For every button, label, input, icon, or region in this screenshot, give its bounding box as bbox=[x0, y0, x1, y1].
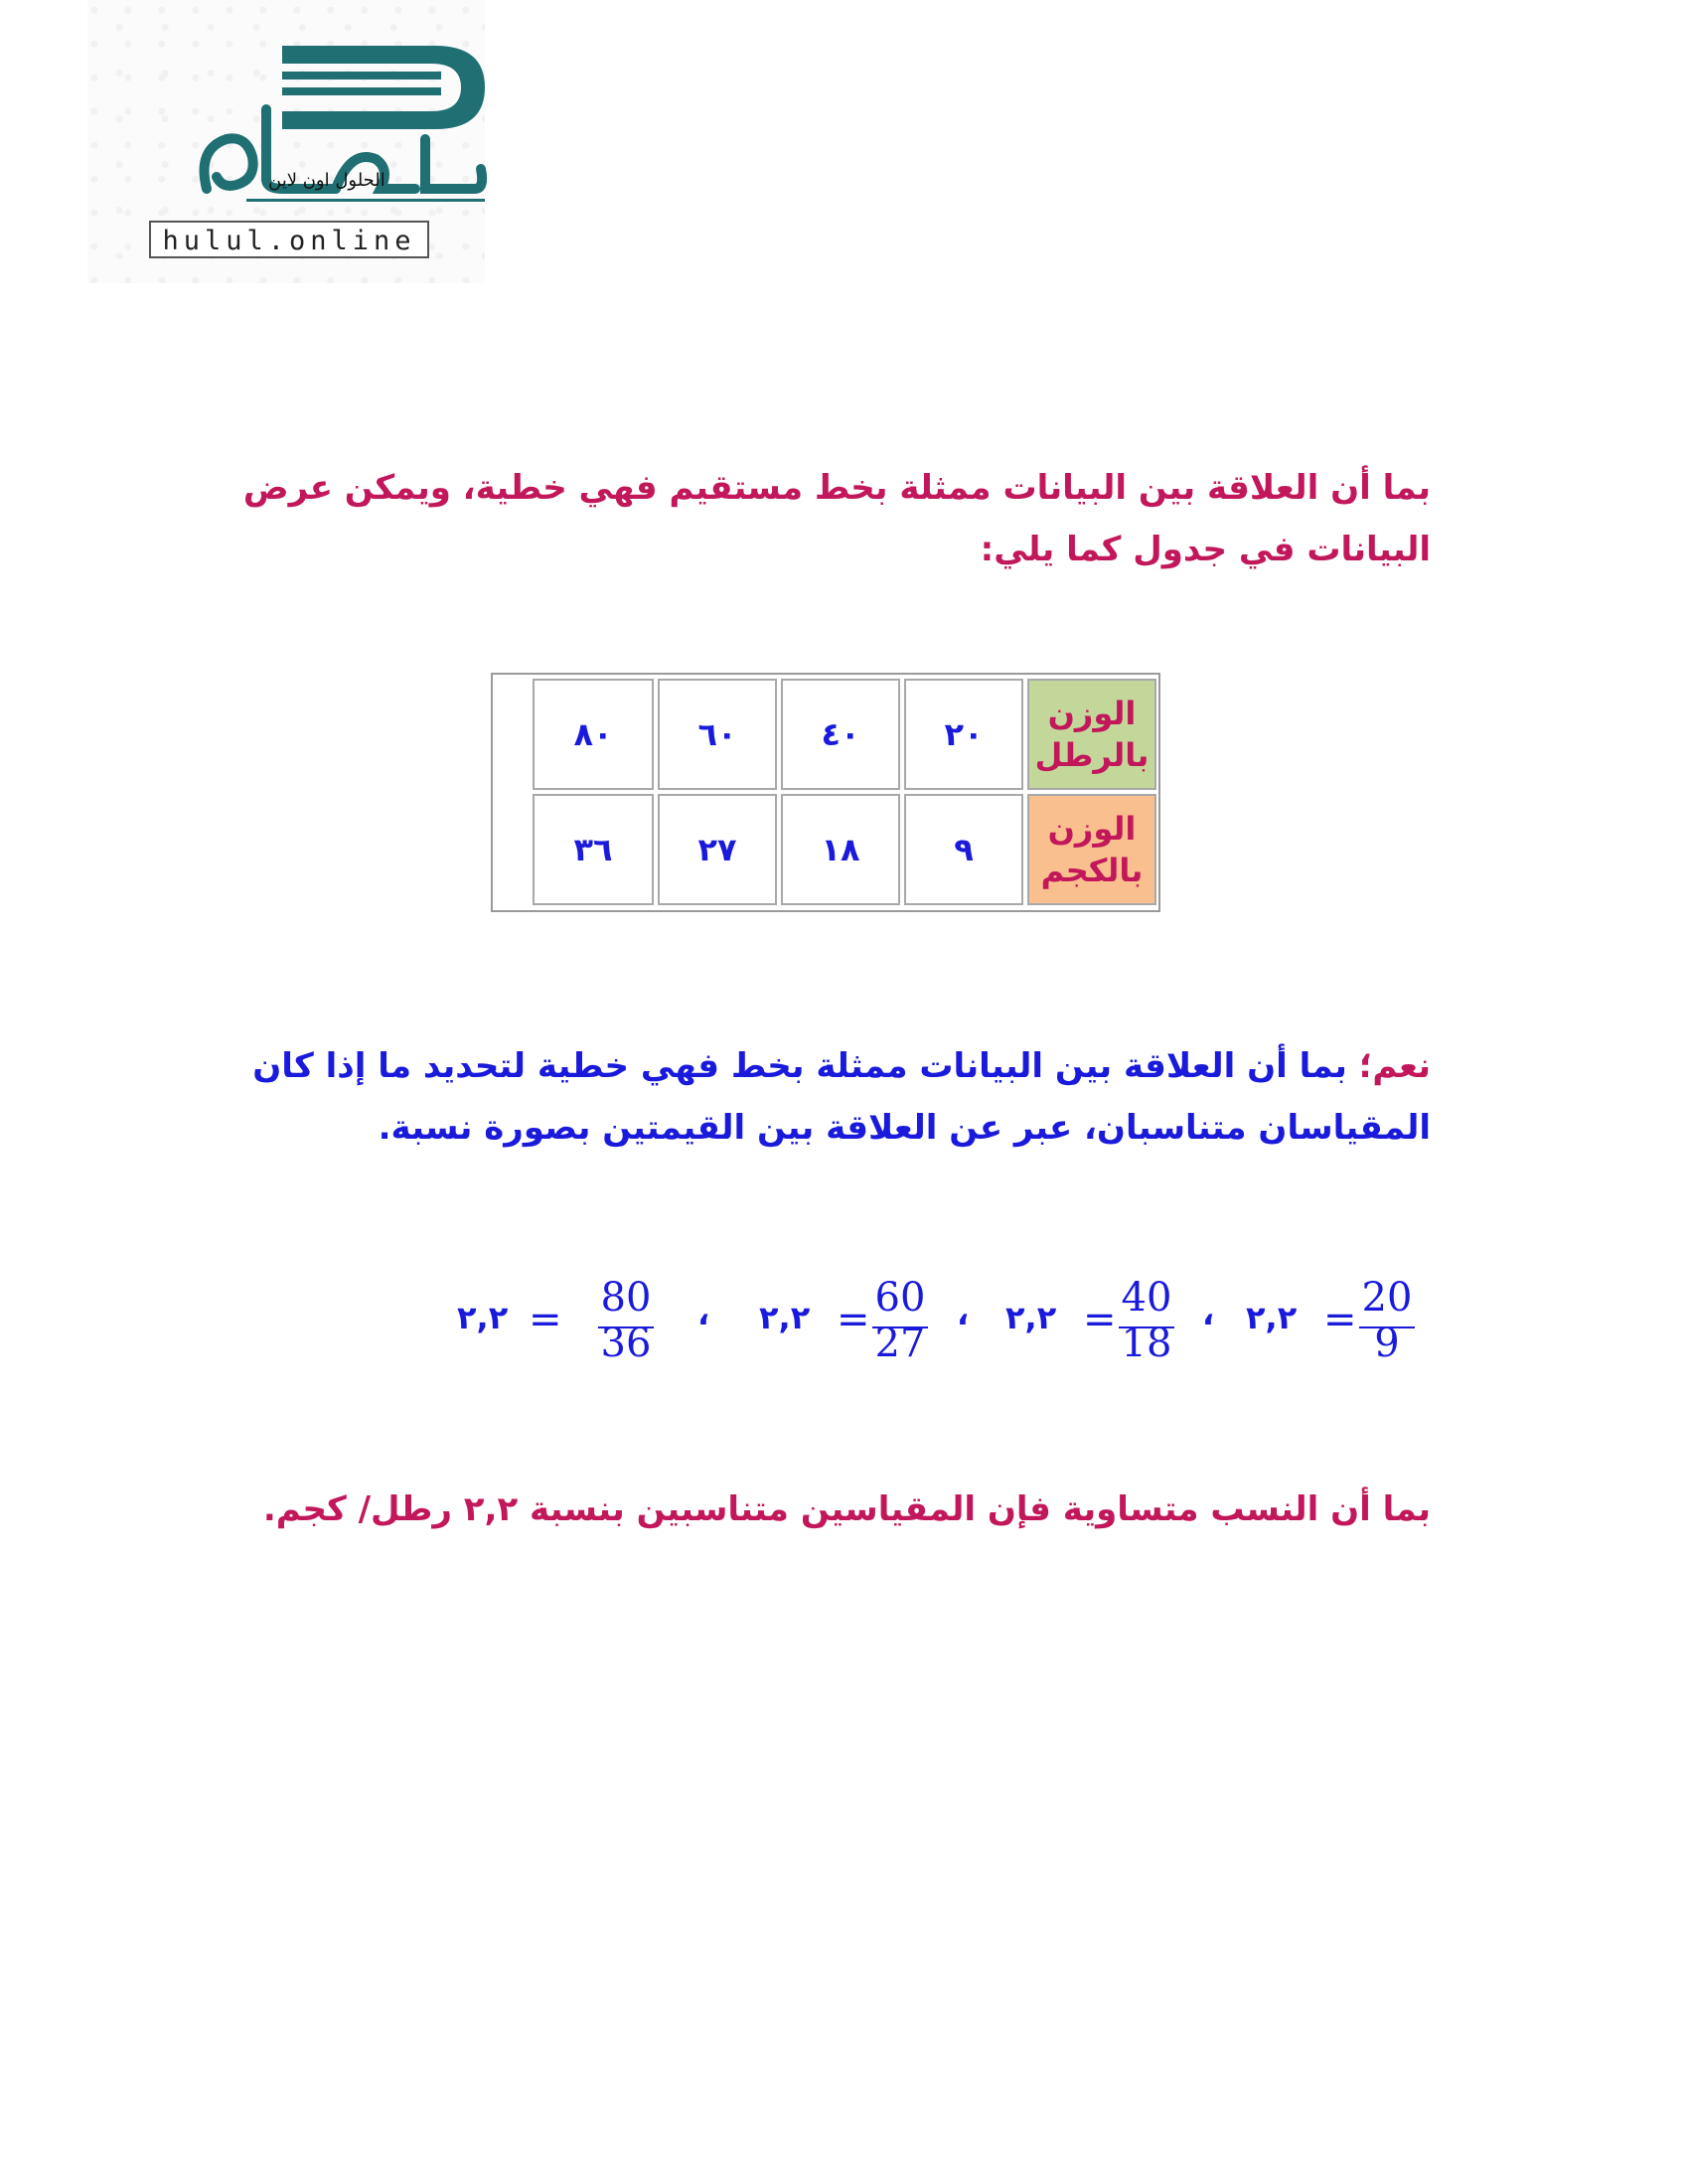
answer-text: بما أن العلاقة بين البيانات ممثلة بخط فهي خطية لتحديد ما إذا كان المقياسان متناسبان، عبر عن العلاقة بين القيمتين بصورة نسبة. bbox=[252, 1046, 1431, 1148]
table-header-pounds bbox=[1027, 679, 1156, 790]
ratio-expression bbox=[737, 1275, 936, 1364]
ratio-result: ٢,٢ bbox=[1246, 1299, 1298, 1336]
ratio-separator: ، bbox=[697, 1295, 710, 1332]
table-cell: ١٨ bbox=[781, 794, 900, 905]
header-kilograms-line2: بالكجم bbox=[1040, 852, 1144, 889]
table-header-kilograms bbox=[1027, 794, 1156, 905]
ratio-expression bbox=[447, 1275, 666, 1364]
equals-sign: = bbox=[1323, 1297, 1357, 1342]
logo-subtitle: الحلول اون لاين bbox=[268, 170, 385, 191]
header-kilograms-line1: الوزن bbox=[1047, 810, 1137, 848]
fraction-denominator: 9 bbox=[1374, 1321, 1400, 1366]
table-cell: ٣٦ bbox=[533, 794, 654, 905]
fraction-numerator: 20 bbox=[1361, 1275, 1413, 1321]
fraction-numerator: 60 bbox=[874, 1275, 926, 1321]
table-cell: ٦٠ bbox=[658, 679, 777, 790]
intro-paragraph: بما أن العلاقة بين البيانات ممثلة بخط مستقيم فهي خطية، ويمكن عرض البيانات في جدول كما يلي: bbox=[242, 468, 1431, 569]
equals-sign: = bbox=[837, 1297, 870, 1342]
conclusion-paragraph: بما أن النسب متساوية فإن المقياسين متناسبين بنسبة ٢,٢ رطل/ كجم. bbox=[262, 1489, 1431, 1529]
fraction-numerator: 40 bbox=[1121, 1275, 1172, 1321]
logo-url: hulul.online bbox=[149, 221, 429, 258]
equals-sign: = bbox=[1083, 1297, 1117, 1342]
table-cell: ٩ bbox=[904, 794, 1023, 905]
fraction-numerator: 80 bbox=[600, 1275, 652, 1321]
hulul-logo bbox=[87, 0, 485, 283]
table-cell: ٨٠ bbox=[533, 679, 654, 790]
ratio-result: ٢,٢ bbox=[1005, 1299, 1057, 1336]
fraction-denominator: 18 bbox=[1121, 1321, 1172, 1366]
table-cell: ٢٠ bbox=[904, 679, 1023, 790]
answer-lead: نعم؛ bbox=[1358, 1046, 1431, 1086]
weight-conversion-table bbox=[491, 673, 1160, 912]
fraction-denominator: 27 bbox=[874, 1321, 926, 1366]
fraction-denominator: 36 bbox=[600, 1321, 652, 1366]
header-pounds-line2: بالرطل bbox=[1034, 736, 1150, 774]
ratio-expression bbox=[984, 1275, 1182, 1364]
ratio-separator: ، bbox=[957, 1295, 970, 1332]
ratio-result: ٢,٢ bbox=[759, 1299, 811, 1336]
proportional-check-paragraph bbox=[189, 1035, 1431, 1159]
ratio-result: ٢,٢ bbox=[457, 1299, 509, 1336]
ratio-expression bbox=[1224, 1275, 1423, 1364]
ratio-separator: ، bbox=[1202, 1295, 1215, 1332]
header-pounds-line1: الوزن bbox=[1047, 695, 1137, 732]
table-cell: ٢٧ bbox=[658, 794, 777, 905]
equals-sign: = bbox=[529, 1297, 562, 1342]
table-cell: ٤٠ bbox=[781, 679, 900, 790]
